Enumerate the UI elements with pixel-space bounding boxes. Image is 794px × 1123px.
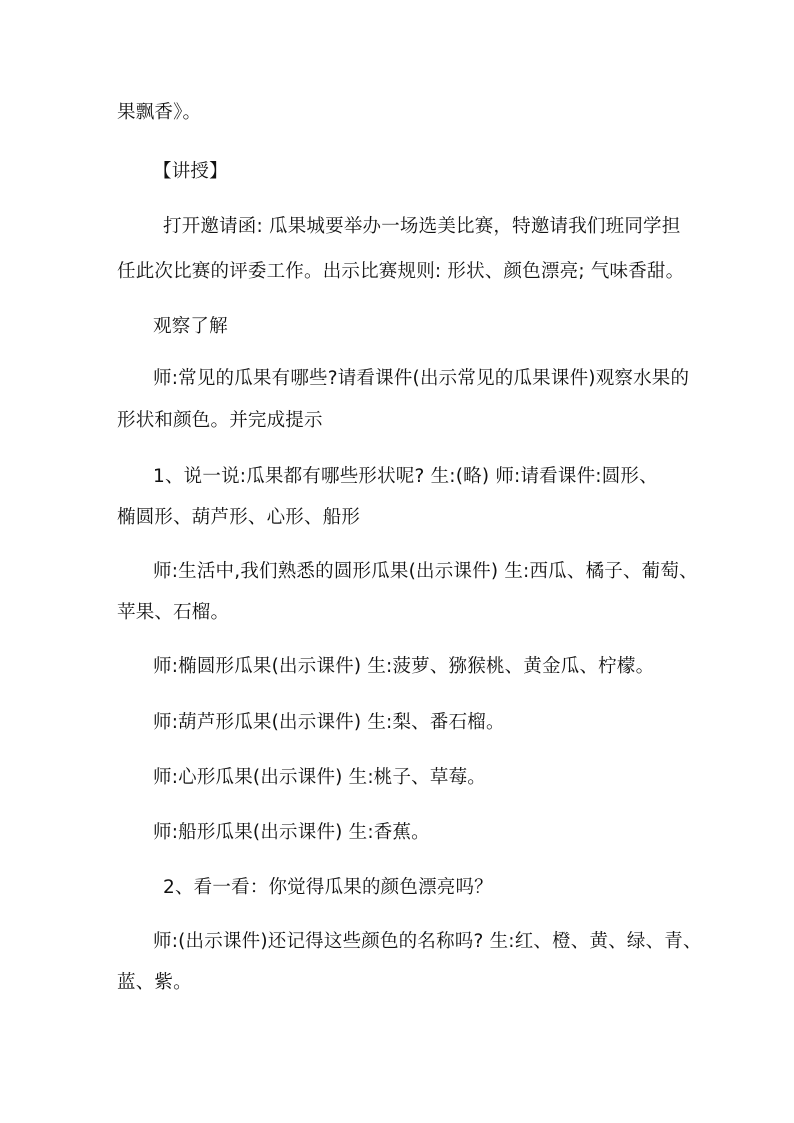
text-line-color-names: 师:(出示课件)还记得这些颜色的名称吗? 生:红、橙、黄、绿、青、 <box>153 931 702 952</box>
section-heading: 【讲授】 <box>153 161 228 182</box>
text-line-heart: 师:心形瓜果(出示课件) 生:桃子、草莓。 <box>153 767 486 788</box>
text-line-rules: 任此次比赛的评委工作。出示比赛规则: 形状、颜色漂亮; 气味香甜。 <box>117 261 685 282</box>
text-line-continuation: 果飘香》。 <box>117 102 202 123</box>
text-line-teacher-question-cont: 形状和颜色。并完成提示 <box>117 410 323 431</box>
text-line-invitation: 打开邀请函: 瓜果城要举办一场选美比赛，特邀请我们班同学担 <box>163 216 681 237</box>
subheading-observe: 观察了解 <box>153 316 228 337</box>
text-line-shapes-cont: 椭圆形、葫芦形、心形、船形 <box>117 507 361 528</box>
text-line-boat: 师:船形瓜果(出示课件) 生:香蕉。 <box>153 822 430 843</box>
text-line-gourd: 师:葫芦形瓜果(出示课件) 生:梨、番石榴。 <box>153 712 505 733</box>
text-line-teacher-question: 师:常见的瓜果有哪些?请看课件(出示常见的瓜果课件)观察水果的 <box>153 368 690 389</box>
text-line-color-names-cont: 蓝、紫。 <box>117 972 192 993</box>
text-line-colors: 2、看一看：你觉得瓜果的颜色漂亮吗？ <box>163 877 493 898</box>
text-line-oval: 师:椭圆形瓜果(出示课件) 生:菠萝、猕猴桃、黄金瓜、柠檬。 <box>153 656 655 677</box>
text-line-round: 师:生活中,我们熟悉的圆形瓜果(出示课件) 生:西瓜、橘子、葡萄、 <box>153 561 698 582</box>
text-line-round-cont: 苹果、石榴。 <box>117 602 230 623</box>
text-line-shapes: 1、说一说:瓜果都有哪些形状呢? 生:(略) 师:请看课件:圆形、 <box>153 466 658 487</box>
